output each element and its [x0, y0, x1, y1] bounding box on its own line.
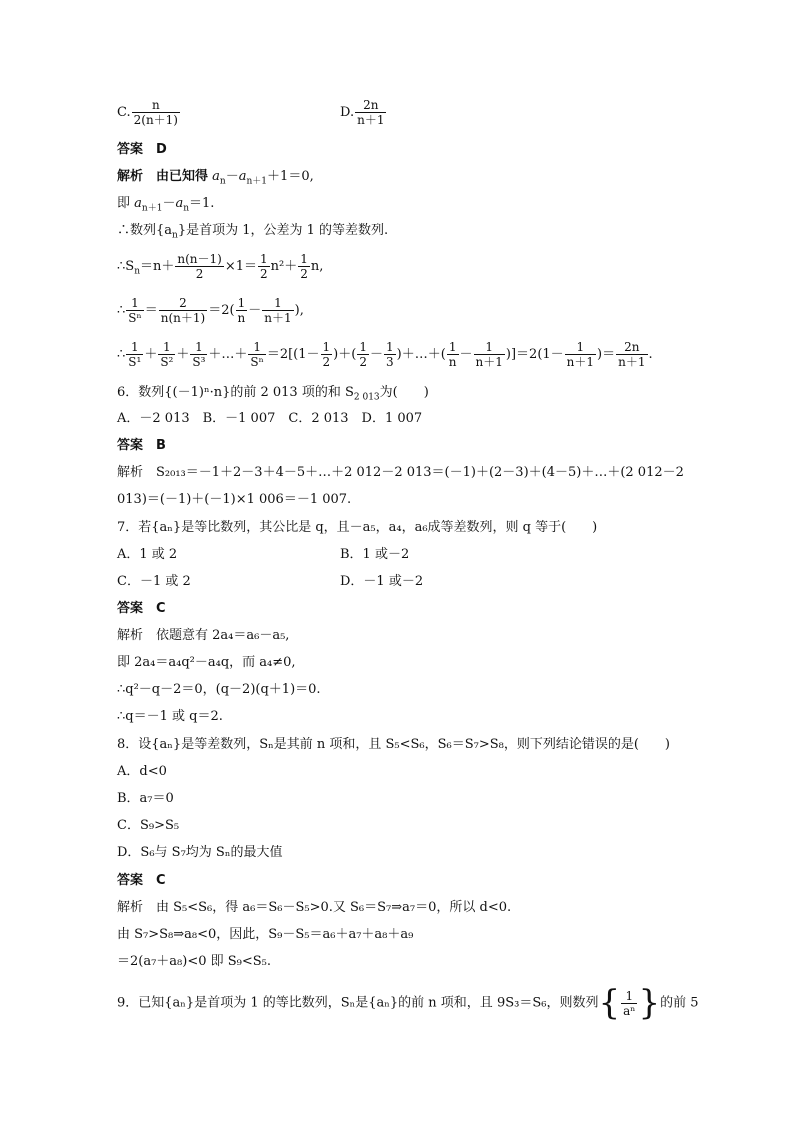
q5-explanation-line-3: ∴数列$\{a_n\}$是首项为 1，公差为 1 的等差数列. [117, 223, 389, 241]
q7-stem: 7．若{aₙ}是等比数列，其公比是 q，且－a₅，a₄，a₆成等差数列，则 q 等于( ) [117, 520, 598, 535]
q8-explanation-line-3: ＝2(a₇＋a₈)<0 即 S₉<S₅. [117, 954, 272, 969]
q7-explanation-line-2: 即 2a₄＝a₄q²－a₄q，而 a₄≠0, [117, 655, 296, 670]
q7-explanation-line-3: ∴q²－q－2＝0，(q－2)(q＋1)＝0. [117, 682, 321, 697]
q6-options: A．－2 013 B．－1 007 C．2 013 D．1 007 [117, 411, 423, 426]
q8-option-c: C．S₉>S₅ [117, 818, 180, 833]
q7-option-a: A．1 或 2 [117, 547, 178, 562]
q7-explanation-line-4: ∴q＝－1 或 q＝2. [117, 709, 223, 724]
q6-stem: 6．数列{(－1)ⁿ·n}的前 2 013 项的和 $S_{2 013}$为( ) [117, 385, 429, 403]
q6-answer: 答案 B [117, 438, 166, 453]
q8-answer: 答案 C [117, 873, 166, 888]
q5-explanation-line-4: $\therefore S_n=n+$ $\frac{n(n-1)}{2}$ ×1＝ $\frac{1}{2}$ n²＋ $\frac{1}{2}$ n, [117, 252, 324, 281]
q5-explanation-line-2: 即 $a_{n+1}-a_n=1$. [117, 196, 215, 214]
q8-explanation-line-2: 由 S₇>S₈⇒a₈<0，因此，S₉－S₅＝a₆＋a₇＋a₈＋a₉ [117, 927, 414, 942]
q8-option-d: D．S₆与 S₇均为 Sₙ的最大值 [117, 845, 283, 860]
q5-explanation-line-6: ∴ $\frac{1}{\text{S¹}}$ ＋ $\frac{1}{\text{S²}}$ ＋ $\frac{1}{\text{S³}}$ ＋…＋ $\frac{1}{\text{Sⁿ}}$ ＝2[(1－ $\frac{1}{2}$ )＋( $\frac{1}{2}$ － $\frac{1}{3}$ )＋…＋( $\frac{1}{n}$ － $\frac{1}{n+1}$ )]＝2(1－ $\frac{1}{n+1}$ )＝ $\frac{2n}{n+1}$ . [117, 340, 653, 369]
q5-explanation-line-5: ∴ $\frac{1}{\text{Sⁿ}}$ ＝ $\frac{2}{n(n+1)}$ ＝2( $\frac{1}{n}$ － $\frac{1}{n+1}$ ), [117, 296, 304, 325]
q8-option-b: B．a₇＝0 [117, 791, 174, 806]
q7-option-d: D．－1 或－2 [340, 574, 424, 589]
q7-option-b: B．1 或－2 [340, 547, 410, 562]
q7-answer: 答案 C [117, 601, 166, 616]
q7-explanation-line-1: 解析 依题意有 2a₄＝a₆－a₅, [117, 628, 290, 643]
q5-explanation-line-1: 解析 由已知得 $a_n-a_{n+1}+1=0$, [117, 169, 314, 187]
q5-option-c: C. $\frac{n}{2(n+1)}$ [117, 98, 178, 127]
q7-option-c: C．－1 或 2 [117, 574, 191, 589]
q6-explanation-line-1: 解析 S₂₀₁₃＝－1＋2－3＋4－5＋…＋2 012－2 013＝(－1)＋(2－3)＋(4－5)＋…＋(2 012－2 [117, 465, 684, 480]
q5-answer: 答案 D [117, 142, 167, 157]
q8-stem: 8．设{aₙ}是等差数列，Sₙ是其前 n 项和，且 S₅<S₆，S₆＝S₇>S₈，则下列结论错误的是( ) [117, 737, 671, 752]
q8-option-a: A．d<0 [117, 764, 167, 779]
q8-explanation-line-1: 解析 由 S₅<S₆，得 a₆＝S₆－S₅>0.又 S₆＝S₇⇒a₇＝0，所以 d<0. [117, 900, 512, 915]
q6-explanation-line-2: 013)＝(－1)＋(－1)×1 006＝－1 007. [117, 492, 352, 507]
q9-stem: 9．已知{aₙ}是首项为 1 的等比数列，Sₙ是{aₙ}的前 n 项和，且 9S₃＝S₆，则数列{ $\frac{1}{\text{aⁿ}}$ }的前 5 [117, 983, 699, 1023]
q5-option-d: D. $\frac{2n}{n+1}$ [340, 98, 385, 127]
